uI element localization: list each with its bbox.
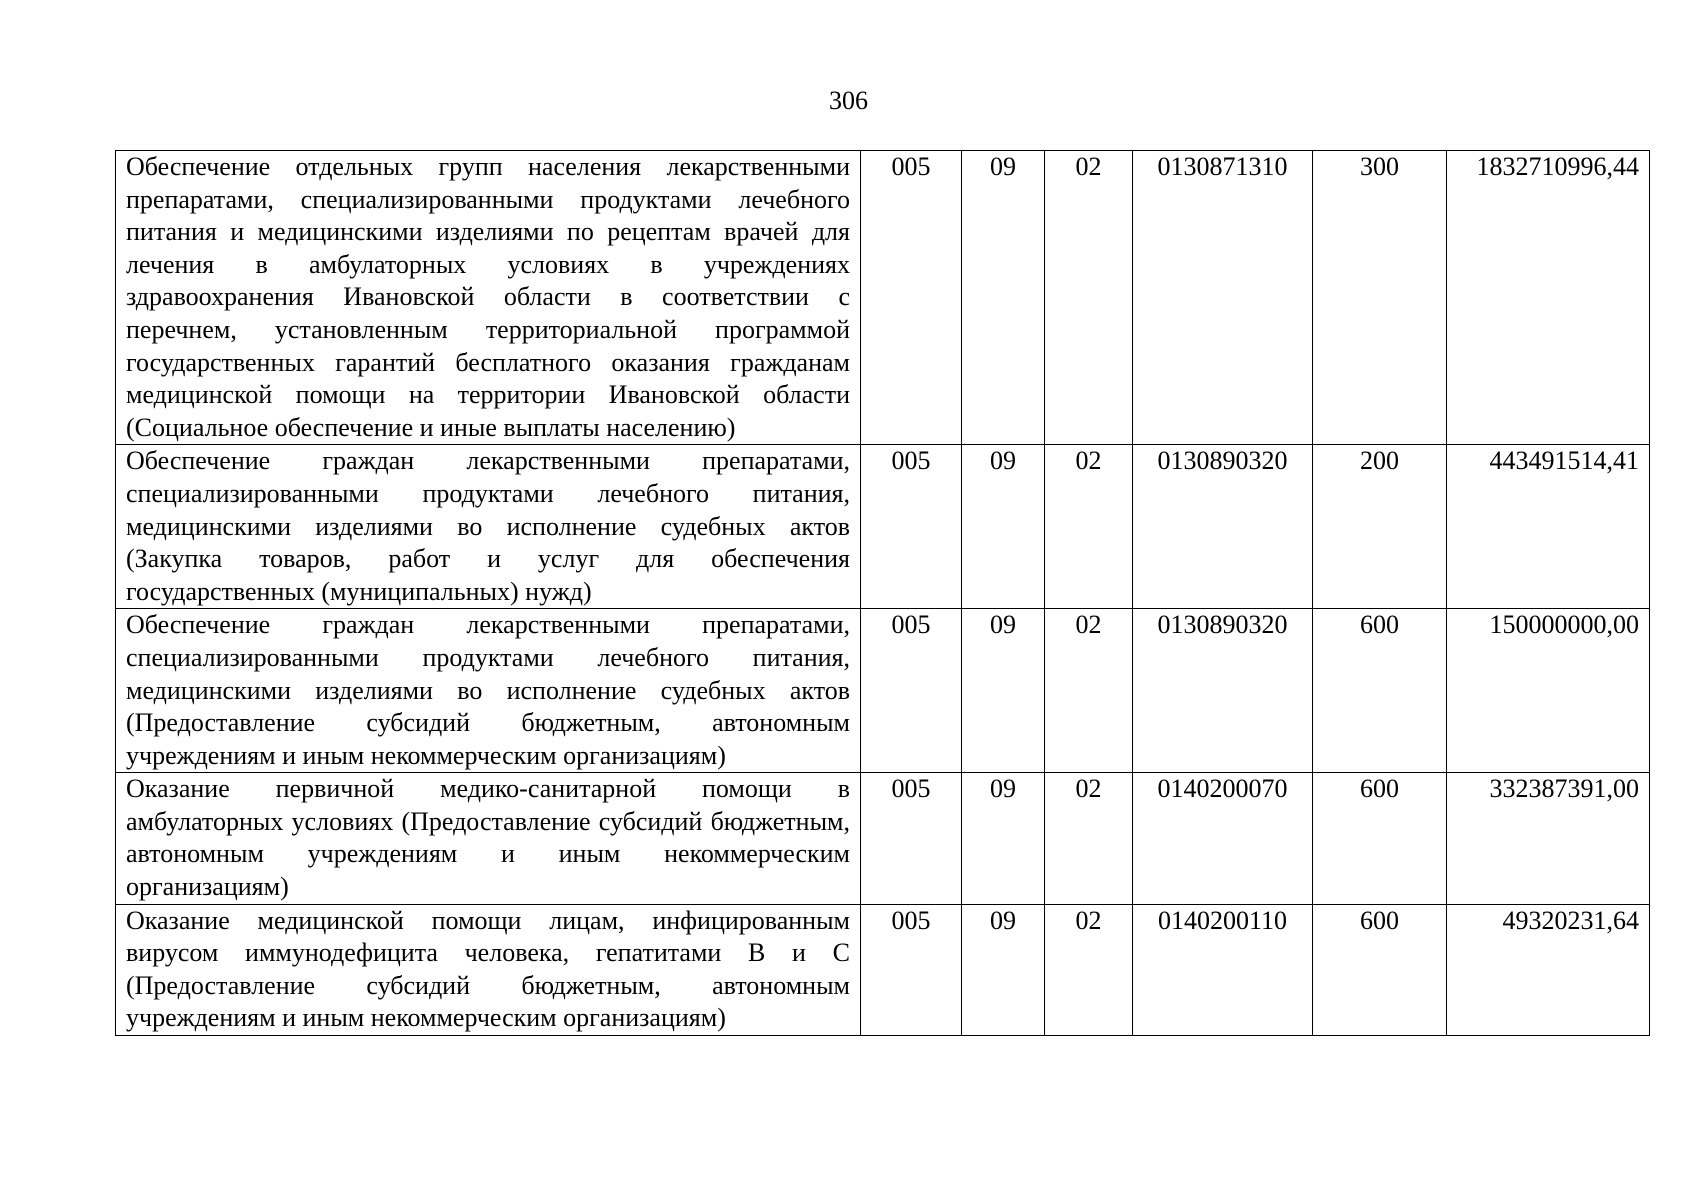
subsection-code: 02 (1045, 609, 1133, 773)
expense-type: 600 (1313, 773, 1447, 904)
table-row (116, 609, 1650, 773)
ministry-code: 005 (861, 773, 962, 904)
row-description: Оказание первичной медико-санитарной помощи в амбулаторных условиях (Предоставление субсидий бюджетным, автономным учреждениям и иным некоммерческим организациям) (116, 773, 861, 904)
amount: 443491514,41 (1447, 445, 1650, 609)
page-number: 306 (829, 86, 868, 115)
row-description: Обеспечение граждан лекарственными препаратами, специализированными продуктами лечебного питания, медицинскими изделиями во исполнение судебных актов (Закупка товаров, работ и услуг для обеспечения государственных (муниципальных) нужд) (116, 445, 861, 609)
target-article: 0140200070 (1133, 773, 1313, 904)
amount: 49320231,64 (1447, 904, 1650, 1035)
budget-table (115, 150, 1650, 1036)
ministry-code: 005 (861, 445, 962, 609)
amount: 150000000,00 (1447, 609, 1650, 773)
table-row (116, 904, 1650, 1035)
section-code: 09 (962, 151, 1045, 445)
section-code: 09 (962, 445, 1045, 609)
row-description: Обеспечение отдельных групп населения лекарственными препаратами, специализированными продуктами лечебного питания и медицинскими изделиями по рецептам врачей для лечения в амбулаторных условиях в учреждениях здравоохранения Ивановской области в соответствии с перечнем, установленным территориальной программой государственных гарантий бесплатного оказания гражданам медицинской помощи на территории Ивановской области (Социальное обеспечение и иные выплаты населению) (116, 151, 861, 445)
section-code: 09 (962, 904, 1045, 1035)
expense-type: 200 (1313, 445, 1447, 609)
table-row (116, 773, 1650, 904)
ministry-code: 005 (861, 904, 962, 1035)
section-code: 09 (962, 773, 1045, 904)
subsection-code: 02 (1045, 773, 1133, 904)
target-article: 0130890320 (1133, 609, 1313, 773)
amount: 332387391,00 (1447, 773, 1650, 904)
subsection-code: 02 (1045, 151, 1133, 445)
amount: 1832710996,44 (1447, 151, 1650, 445)
ministry-code: 005 (861, 609, 962, 773)
subsection-code: 02 (1045, 445, 1133, 609)
expense-type: 300 (1313, 151, 1447, 445)
ministry-code: 005 (861, 151, 962, 445)
table-row (116, 445, 1650, 609)
section-code: 09 (962, 609, 1045, 773)
row-description: Обеспечение граждан лекарственными препаратами, специализированными продуктами лечебного питания, медицинскими изделиями во исполнение судебных актов (Предоставление субсидий бюджетным, автономным учреждениям и иным некоммерческим организациям) (116, 609, 861, 773)
target-article: 0130871310 (1133, 151, 1313, 445)
expense-type: 600 (1313, 904, 1447, 1035)
table-row (116, 151, 1650, 445)
expense-type: 600 (1313, 609, 1447, 773)
subsection-code: 02 (1045, 904, 1133, 1035)
row-description: Оказание медицинской помощи лицам, инфицированным вирусом иммунодефицита человека, гепатитами В и С (Предоставление субсидий бюджетным, автономным учреждениям и иным некоммерческим организациям) (116, 904, 861, 1035)
target-article: 0130890320 (1133, 445, 1313, 609)
target-article: 0140200110 (1133, 904, 1313, 1035)
